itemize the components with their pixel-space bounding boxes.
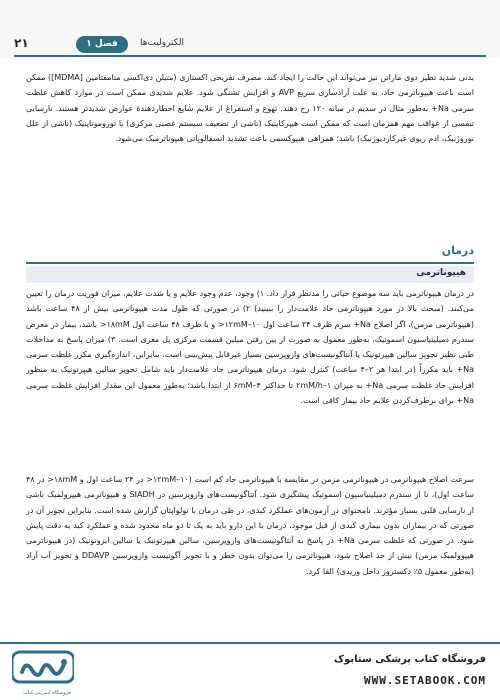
footer-divider bbox=[0, 642, 500, 644]
header-divider bbox=[14, 55, 486, 57]
paragraph-treatment: در درمان هیپوناترمی باید سه موضوع حیاتی را مدنظر قرار داد. ۱) وجود، عدم وجود علایم و یا شدت علایم، میزان فوریت درمان را تعیین می‌کنند. (مبحث بالا در مورد هیپوناترمی حاد علامت‌دار را ببینید) ۲) در صورتی که طول مدت هیپوناترمی بیش از ۴۸ ساعت باشد (هیپوناترمی مزمن)، اگر اصلاح Na+ سرم ظرف ۲۴ ساعت اول ۱۲mM–۱۰< و یا ظرف ۴۸ ساعت اول ۱۸mM< باشد، بیمار در معرض سندرم دمیلینیاسیون اسموتیک، به‌طور معمول به صورت از بین رفتن میلین قسمت مرکزی پل مغزی است. ۳) میزان پاسخ به مداخلات طبی نظیر تجویز سالین هیپرتونیک یا آنتاگونیست‌های وازوپرسین بسیار غیرقابل پیش‌بینی است. بنابراین، اندازه‌گیری مکرر غلظت سرمی Na+ باید مکرراً (در ابتدا هر ۲–۴ ساعت) کنترل شود. درمان هیپوناترمی حاد علامت‌دار باید شامل تجویز سالین هیپرتونیک به منظور افزایش حاد غلظت سرمی Na+ به میزان ۱–۲mM/h تا حداکثر ۴–۶mM از ابتدا باشد؛ به‌طور معمول این مقدار افزایش غلظت سرمی Na+ برای برطرف‌کردن علایم حاد بیمار کافی است. bbox=[26, 289, 474, 406]
chapter-tab: فصل ۱ bbox=[76, 36, 128, 53]
section-heading: درمان bbox=[441, 244, 474, 257]
logo-tagline: فروشگاه اینترنتی کتاب bbox=[23, 690, 71, 696]
chapter-title: الکترولیت‌ها bbox=[140, 38, 185, 48]
subsection-heading: هیپوناترمی bbox=[416, 268, 466, 278]
store-url-link[interactable]: WWW.SETABOOK.COM bbox=[364, 674, 486, 687]
setabook-logo-icon bbox=[12, 650, 74, 694]
subsection-bar bbox=[26, 266, 474, 283]
paragraph-chronic: سرعت اصلاح هیپوناترمی در هیپوناترمی مزمن در مقایسه با هیپوناترمی حاد کم است (۱۰–۱۲mM< در ۲۴ ساعت اول و ۱۸mM< در ۴۸ ساعت اول)، تا از سندرم دمیلینیاسیون اسموتیک پیشگیری شود. آنتاگونیست‌های وازوپرسین در SIADH و هیپوناترمی هیپرولمیک ناشی از نارسایی قلبی بسیار مؤثرند. نامحتوای در آزمون‌های عملکرد کبدی، در طی درمان با تولواپتان گزارش شده است. بنابراین تجویز آن در صورتی که در بیماران بدون بیماری کبدی از قبل موجود، درمان با این دارو باید به یک تا دو ماه محدود شده و عملکرد کبد به دقت پایش شود. در صورتی که غلظت سرمی Na+ در پاسخ به آنتاگونیست‌های وازوپرسین، سالین هیپرتونیک یا سالین ایزوتونیک (در هیپوناترمی هیپوولمیک مزمن) بیش از حد اصلاح شود، هیپوناترمی را می‌توان بدون خطر و با تجویز آگونیست وازوپرسین DDAVP و تجویز آب آزاد (به‌طور معمول ۵٪ دکستروز داخل وریدی) القا کرد. bbox=[26, 472, 474, 624]
store-name: فروشگاه کتاب پزشکی ستابوک bbox=[333, 654, 486, 665]
page-header bbox=[0, 0, 500, 58]
paragraph-intro: بدنی شدید نظیر دوی ماراتن نیز می‌تواند این حالت را ایجاد کند. مصرف تفریحی اکستازی (متیلن دی‌اکسی متامفتامین [MDMA]) ممکن است باعث هیپوناترمی حاد، به علت آزادسازی سریع AVP و افزایش تشنگی شود. علایم شدیدی ممکن است در موارد کاهش غلظت سرمی Na+ به‌طور مثال در سدیم در میانه ۱۲۰ رخ دهند. تهوع و استفراغ از علایم شایع اخطاردهندهٔ عوارض شدیدتر هستند. نارسایی تنفسی از عواقب مهم همزمان است که ممکن است هیپرکاپنیک (ناشی از تضعیف سیستم عصبی مرکزی) یا نوروموتاپنیک (ناشی از علل نوروژنیک، ادم ریوی غیرکاردیوژنیک) باشد؛ همراهی هیپوکسمی باعث تشدید انسفالوپاتی هیپوناترمیک می‌شود. bbox=[26, 73, 474, 144]
section-divider bbox=[26, 262, 474, 264]
page-number: ۲۱ bbox=[14, 36, 29, 50]
